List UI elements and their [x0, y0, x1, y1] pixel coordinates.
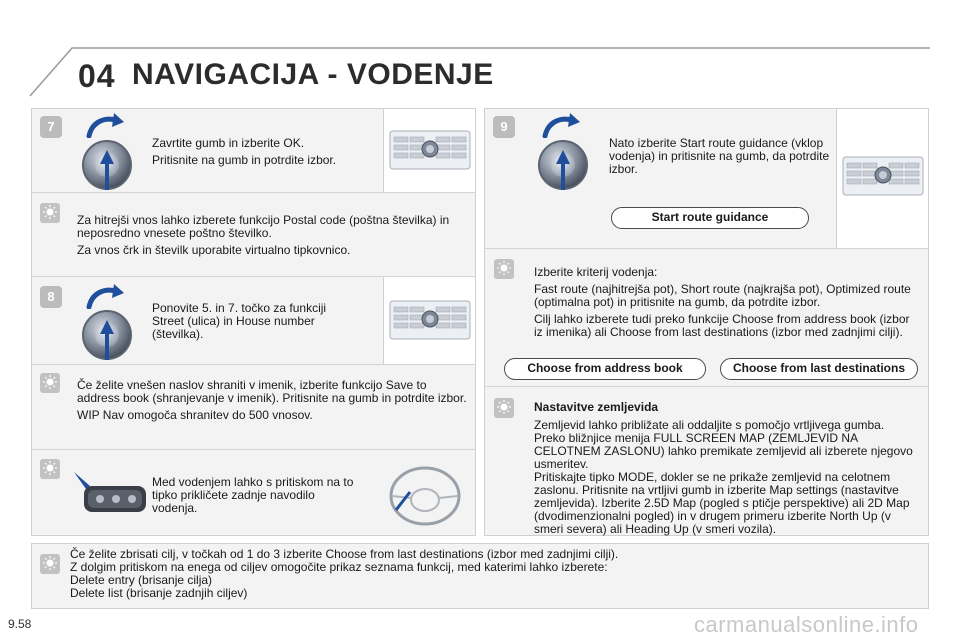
step8-text: Ponovite 5. in 7. točko za funkciji Street (ulica) in House number (številka).	[152, 301, 327, 341]
tip5-heading: Nastavitve zemljevida	[534, 400, 659, 414]
tip5-para2: Pritiskajte tipko MODE, dokler se ne prikaže zemljevid na celotnem zaslonu. Pritisnite na vrtljivi gumb in izberite Map settings (nastavitve zemljevida). Izberite 2.5D Map (pogled s ptičje perspektive) ali 2D Map (dvodimenzionalni pogled) in v drugem primeru izberite North Up (v smeri severa) ali Heading Up (v smeri vozila).	[534, 470, 910, 536]
tip-bulb-icon	[40, 373, 60, 393]
step-badge-8: 8	[40, 286, 62, 308]
tip4-para2: Fast route (najhitrejša pot), Short route (najkrajša pot), Optimized route (optimalna pot) in pritisnite na gumb, da potrdite izbor.	[534, 282, 911, 309]
divider	[484, 248, 929, 249]
choose-from-address-book-button[interactable]: Choose from address book	[504, 358, 706, 380]
step-badge-7: 7	[40, 116, 62, 138]
tip-bulb-icon	[494, 398, 514, 418]
tip-bulb-icon	[40, 554, 60, 574]
tip-bulb-icon	[40, 203, 60, 223]
divider	[31, 192, 476, 193]
tip-bulb-icon	[40, 459, 60, 479]
bottom-text	[70, 548, 920, 600]
bottom-line3: Delete entry (brisanje cilja)	[70, 573, 213, 587]
watermark: carmanualsonline.info	[694, 612, 919, 637]
tip5-text	[534, 401, 918, 540]
bottom-line4: Delete list (brisanje zadnjih ciljev)	[70, 586, 248, 600]
tip1-para1: Za hitrejši vnos lahko izberete funkcijo Postal code (poštna številka) in neposredno vnesete poštno številko.	[77, 213, 450, 240]
step7-line2: Pritisnite na gumb in potrdite izbor.	[152, 153, 337, 167]
press-arrow-icon	[99, 320, 115, 360]
tip4-para3: Cilj lahko izberete tudi preko funkcije Choose from address book (izbor iz imenika) ali Choose from last destinations (izbor med zadnjimi cilji).	[534, 312, 910, 339]
choose-from-last-destinations-button[interactable]: Choose from last destinations	[720, 358, 918, 380]
steering-wheel-icon	[380, 460, 470, 530]
bottom-line2: Z dolgim pritiskom na enega od ciljev omogočite prikaz seznama funkcij, med katerimi lahko izberete:	[70, 560, 608, 574]
divider	[31, 449, 476, 450]
radio-panel-image	[383, 277, 475, 364]
start-route-guidance-button[interactable]: Start route guidance	[611, 207, 809, 229]
tip2-para1: Če želite vnešen naslov shraniti v imenik, izberite funkcijo Save to address book (shranjevanje v imenik). Pritisnite na gumb in potrdite izbor.	[77, 378, 467, 405]
tip3-text: Med vodenjem lahko s pritiskom na to tipko prikličete zadnje navodilo vodenja.	[152, 475, 354, 515]
page-number: 9.58	[8, 617, 32, 631]
page-title: NAVIGACIJA - VODENJE	[132, 58, 494, 91]
rotate-arrow-icon	[86, 283, 126, 309]
step7-line1: Zavrtite gumb in izberite OK.	[152, 136, 305, 150]
divider	[484, 386, 929, 387]
bottom-line1: Če želite zbrisati cilj, v točkah od 1 do 3 izberite Choose from last destinations (izbor med zadnjimi cilji).	[70, 547, 619, 561]
tip5-para1: Zemljevid lahko približate ali oddaljite s pomočjo vrtljivega gumba. Preko bližnjice menija FULL SCREEN MAP (ZEMLJEVID NA CELOTNEM ZASLONU) lahko premikate zemljevid ali izberete njegovo usmeritev.	[534, 418, 913, 471]
press-arrow-icon	[555, 150, 571, 190]
tip4-para1: Izberite kriterij vodenja:	[534, 265, 658, 279]
divider	[31, 364, 476, 365]
stalk-control-icon	[70, 470, 150, 520]
step-badge-9: 9	[493, 116, 515, 138]
tip2-text	[77, 379, 469, 426]
chapter-number: 04	[78, 58, 116, 94]
header-rule	[0, 0, 960, 110]
tip1-para2: Za vnos črk in številk uporabite virtualno tipkovnico.	[77, 243, 351, 257]
rotate-arrow-icon	[86, 112, 126, 138]
tip4-text	[534, 266, 916, 343]
rotate-arrow-icon	[542, 112, 582, 138]
press-arrow-icon	[99, 150, 115, 190]
tip2-para2: WIP Nav omogoča shranitev do 500 vnosov.	[77, 408, 313, 422]
tip-bulb-icon	[494, 259, 514, 279]
radio-panel-image	[836, 109, 928, 248]
tip1-text	[77, 214, 469, 261]
step9-text: Nato izberite Start route guidance (vklop vodenja) in pritisnite na gumb, da potrdite izbor.	[609, 136, 830, 176]
radio-panel-image	[383, 109, 475, 192]
